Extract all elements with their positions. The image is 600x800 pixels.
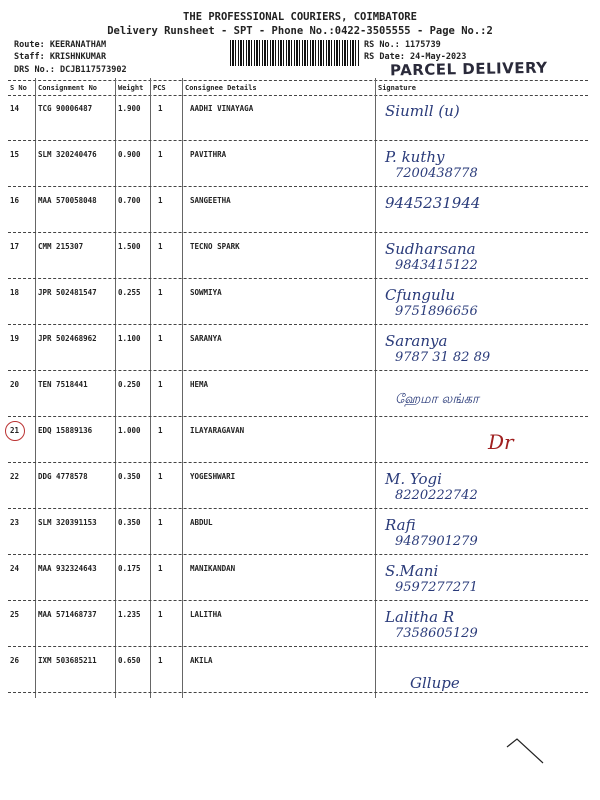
row-signature-phone: 9787 31 82 89: [395, 350, 491, 365]
table-header-border: [8, 95, 588, 96]
column-divider: [182, 78, 183, 698]
row-separator: [8, 186, 588, 187]
row-separator: [8, 140, 588, 141]
row-consignment-no: MAA 571468737: [38, 610, 97, 619]
staff-label: Staff: KRISHNKUMAR: [14, 52, 107, 62]
row-pcs: 1: [158, 564, 163, 573]
row-weight: 0.350: [118, 472, 141, 481]
row-separator: [8, 554, 588, 555]
column-divider: [35, 78, 36, 698]
row-sno: 16: [10, 196, 20, 205]
row-21-circle-mark: [5, 421, 25, 441]
row-consignee-name: MANIKANDAN: [190, 564, 236, 573]
row-consignment-no: DDG 4778578: [38, 472, 88, 481]
header-subtitle: Delivery Runsheet - SPT - Phone No.:0422-3505555 - Page No.:2: [107, 25, 493, 37]
rs-number: RS No.: 1175739: [364, 40, 441, 50]
row-consignment-no: CMM 215307: [38, 242, 84, 251]
row-sno: 25: [10, 610, 20, 619]
row-weight: 1.900: [118, 104, 141, 113]
row-separator: [8, 600, 588, 601]
row-consignee-name: ABDUL: [190, 518, 213, 527]
row-signature-phone: 9843415122: [395, 258, 478, 273]
row-weight: 0.255: [118, 288, 141, 297]
row-consignee-name: SOWMIYA: [190, 288, 222, 297]
row-separator: [8, 462, 588, 463]
header-company: THE PROFESSIONAL COURIERS, COIMBATORE: [183, 11, 417, 23]
row-weight: 1.500: [118, 242, 141, 251]
row-signature: 9445231944: [385, 194, 481, 212]
row-consignee-name: LALITHA: [190, 610, 222, 619]
row-signature: Siumll (u): [385, 102, 460, 120]
row-consignee-name: PAVITHRA: [190, 150, 227, 159]
col-header-signature: Signature: [378, 84, 416, 92]
hema-signature: ஹேமா லங்கா: [395, 392, 479, 407]
row-consignee-name: SARANYA: [190, 334, 222, 343]
row-pcs: 1: [158, 610, 163, 619]
row-consignee-name: SANGEETHA: [190, 196, 231, 205]
row-separator: [8, 646, 588, 647]
row-signature: Cfungulu: [385, 286, 456, 304]
row-signature-phone: 7200438778: [395, 166, 478, 181]
route-label: Route: KEERANATHAM: [14, 40, 107, 50]
col-header-consignment: Consignment No: [38, 84, 98, 92]
column-divider: [375, 78, 376, 698]
row-consignee-name: YOGESHWARI: [190, 472, 236, 481]
pen-stroke-mark: [505, 735, 545, 765]
row-sno: 20: [10, 380, 20, 389]
row-weight: 1.100: [118, 334, 141, 343]
row-signature-phone: 9487901279: [395, 534, 478, 549]
row-consignment-no: MAA 932324643: [38, 564, 97, 573]
rs-date: RS Date: 24-May-2023: [364, 52, 467, 62]
drs-label: DRS No.: DCJB117573902: [14, 65, 127, 75]
row-sno: 22: [10, 472, 20, 481]
row-pcs: 1: [158, 518, 163, 527]
row-weight: 1.000: [118, 426, 141, 435]
row-signature-phone: 7358605129: [395, 626, 478, 641]
row-separator: [8, 692, 588, 693]
row-signature: Sudharsana: [385, 240, 476, 258]
row-weight: 0.350: [118, 518, 141, 527]
row-signature: P. kuthy: [385, 148, 445, 166]
parcel-delivery-stamp: PARCEL DELIVERY: [389, 58, 548, 80]
row-sno: 21: [10, 426, 20, 435]
row-pcs: 1: [158, 426, 163, 435]
row-signature: Saranya: [385, 332, 448, 350]
akila-signature: Gllupe: [410, 674, 460, 692]
row-separator: [8, 508, 588, 509]
column-divider: [115, 78, 116, 698]
row-sno: 26: [10, 656, 20, 665]
row-weight: 1.235: [118, 610, 141, 619]
row-pcs: 1: [158, 334, 163, 343]
row-consignee-name: ILAYARAGAVAN: [190, 426, 245, 435]
row-separator: [8, 370, 588, 371]
row-signature-phone: 9597277271: [395, 580, 478, 595]
row-separator: [8, 232, 588, 233]
row-pcs: 1: [158, 656, 163, 665]
row-pcs: 1: [158, 288, 163, 297]
row-sno: 15: [10, 150, 20, 159]
row-weight: 0.250: [118, 380, 141, 389]
row-signature-phone: 8220222742: [395, 488, 478, 503]
row-sno: 23: [10, 518, 20, 527]
row-weight: 0.900: [118, 150, 141, 159]
row-pcs: 1: [158, 472, 163, 481]
row-signature: Lalitha R: [385, 608, 455, 626]
col-header-sno: S No: [10, 84, 27, 92]
row-pcs: 1: [158, 242, 163, 251]
row-sno: 24: [10, 564, 20, 573]
row-consignee-name: AKILA: [190, 656, 213, 665]
row-consignment-no: TEN 7518441: [38, 380, 88, 389]
row-consignment-no: IXM 503685211: [38, 656, 97, 665]
row-pcs: 1: [158, 196, 163, 205]
row-consignment-no: TCG 90006487: [38, 104, 93, 113]
row-sno: 19: [10, 334, 20, 343]
row-consignment-no: JPR 502481547: [38, 288, 97, 297]
row-consignment-no: SLM 320391153: [38, 518, 97, 527]
col-header-pcs: PCS: [153, 84, 166, 92]
row-sno: 18: [10, 288, 20, 297]
col-header-weight: Weight: [118, 84, 144, 92]
row-weight: 0.700: [118, 196, 141, 205]
column-divider: [150, 78, 151, 698]
row-signature: M. Yogi: [385, 470, 442, 488]
row-consignment-no: MAA 570058048: [38, 196, 97, 205]
row-consignment-no: JPR 502468962: [38, 334, 97, 343]
row-weight: 0.175: [118, 564, 141, 573]
row-pcs: 1: [158, 380, 163, 389]
row-separator: [8, 324, 588, 325]
row-consignee-name: HEMA: [190, 380, 209, 389]
row-consignment-no: EDQ 15889136: [38, 426, 93, 435]
row-consignee-name: TECNO SPARK: [190, 242, 240, 251]
row-signature-phone: 9751896656: [395, 304, 478, 319]
barcode-image: [230, 40, 360, 66]
row-consignee-name: AADHI VINAYAGA: [190, 104, 254, 113]
row-sno: 14: [10, 104, 20, 113]
row-pcs: 1: [158, 104, 163, 113]
table-top-border: [8, 80, 588, 81]
row-consignment-no: SLM 320240476: [38, 150, 97, 159]
row-signature: Rafi: [385, 516, 416, 534]
row-weight: 0.650: [118, 656, 141, 665]
row-pcs: 1: [158, 150, 163, 159]
ilayaragavan-signature: Dr: [488, 430, 514, 454]
row-sno: 17: [10, 242, 20, 251]
row-separator: [8, 278, 588, 279]
row-separator: [8, 416, 588, 417]
col-header-consignee: Consignee Details: [185, 84, 257, 92]
row-signature: S.Mani: [385, 562, 439, 580]
